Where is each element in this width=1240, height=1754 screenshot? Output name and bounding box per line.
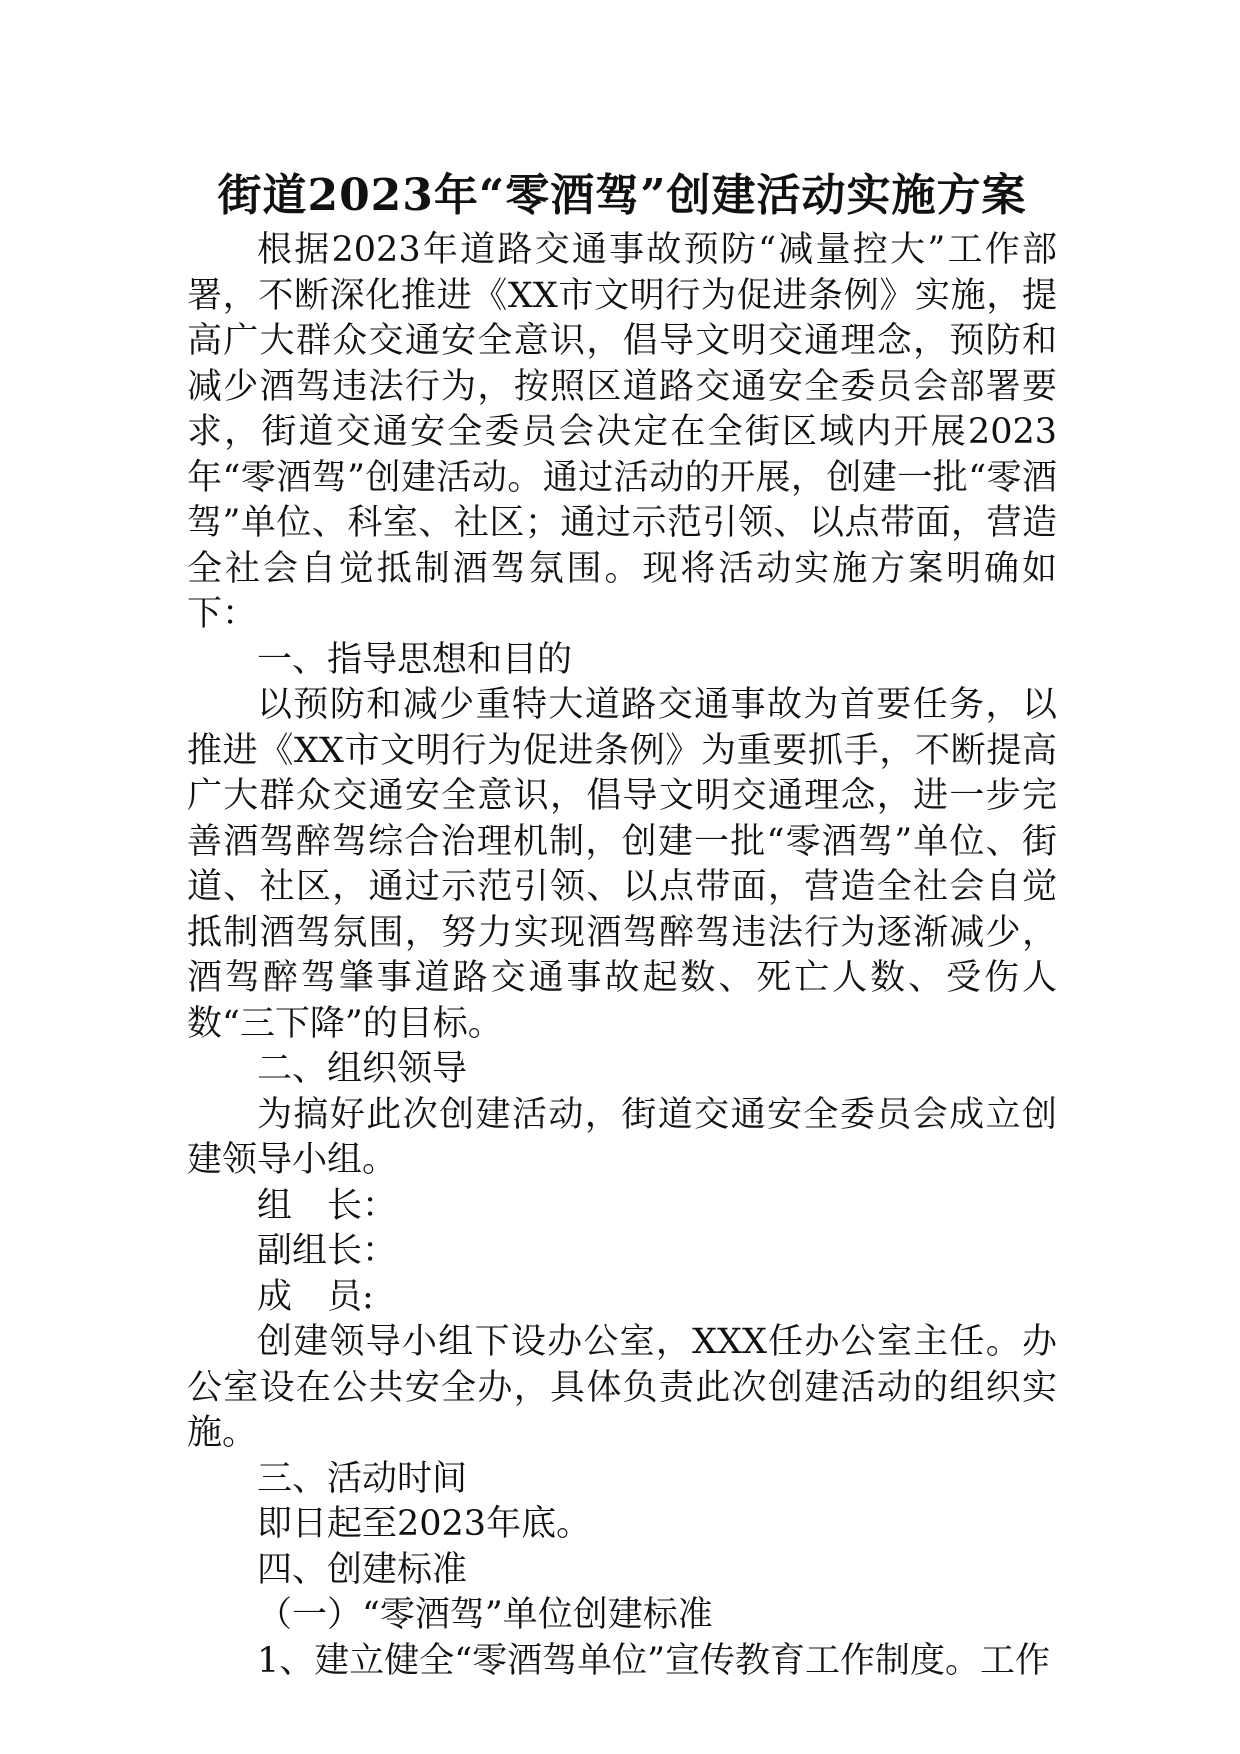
- office-paragraph: 创建领导小组下设办公室，XXX任办公室主任。办公室设在公共安全办，具体负责此次创建活动的组织实施。: [187, 1322, 1057, 1453]
- intro-paragraph: 根据2023年道路交通事故预防“减量控大”工作部署，不断深化推进《XX市文明行为促进条例》实施，提高广大群众交通安全意识，倡导文明交通理念，预防和减少酒驾违法行为，按照区道路交通安全委员会部署要求，街道交通安全委员会决定在全街区域内开展2023年“零酒驾”创建活动。通过活动的开展，创建一批“零酒驾”单位、科室、社区；通过示范引领、以点带面，营造全社会自觉抵制酒驾氛围。现将活动实施方案明确如下：: [187, 230, 1057, 634]
- activity-time-paragraph: 即日起至2023年底。: [257, 1504, 592, 1544]
- section-heading-activity-time: 三、活动时间: [257, 1458, 468, 1499]
- organization-paragraph: 为搞好此次创建活动，街道交通安全委员会成立创建领导小组。: [187, 1094, 1057, 1180]
- section-heading-guiding-ideology: 一、指导思想和目的: [257, 639, 573, 680]
- section-heading-organization: 二、组织领导: [257, 1049, 468, 1089]
- document-title: 街道2023年“零酒驾”创建活动实施方案: [217, 170, 1027, 221]
- standard-item-1: 1、建立健全“零酒驾单位”宣传教育工作制度。工作: [257, 1640, 1051, 1681]
- document-page: [187, 166, 1057, 1684]
- section-heading-standards: 四、创建标准: [257, 1549, 468, 1590]
- deputy-leader-line: 副组长：: [257, 1231, 398, 1271]
- leader-line: 组 长：: [257, 1185, 398, 1226]
- subsection-heading-unit-standards: （一）“零酒驾”单位创建标准: [257, 1595, 713, 1635]
- guiding-ideology-paragraph: 以预防和减少重特大道路交通事故为首要任务，以推进《XX市文明行为促进条例》为重要抓手，不断提高广大群众交通安全意识，倡导文明交通理念，进一步完善酒驾醉驾综合治理机制，创建一批“零酒驾”单位、街道、社区，通过示范引领、以点带面，营造全社会自觉抵制酒驾氛围，努力实现酒驾醉驾违法行为逐渐减少，酒驾醉驾肇事道路交通事故起数、死亡人数、受伤人数“三下降”的目标。: [187, 685, 1057, 1044]
- members-line: 成 员:: [257, 1276, 374, 1317]
